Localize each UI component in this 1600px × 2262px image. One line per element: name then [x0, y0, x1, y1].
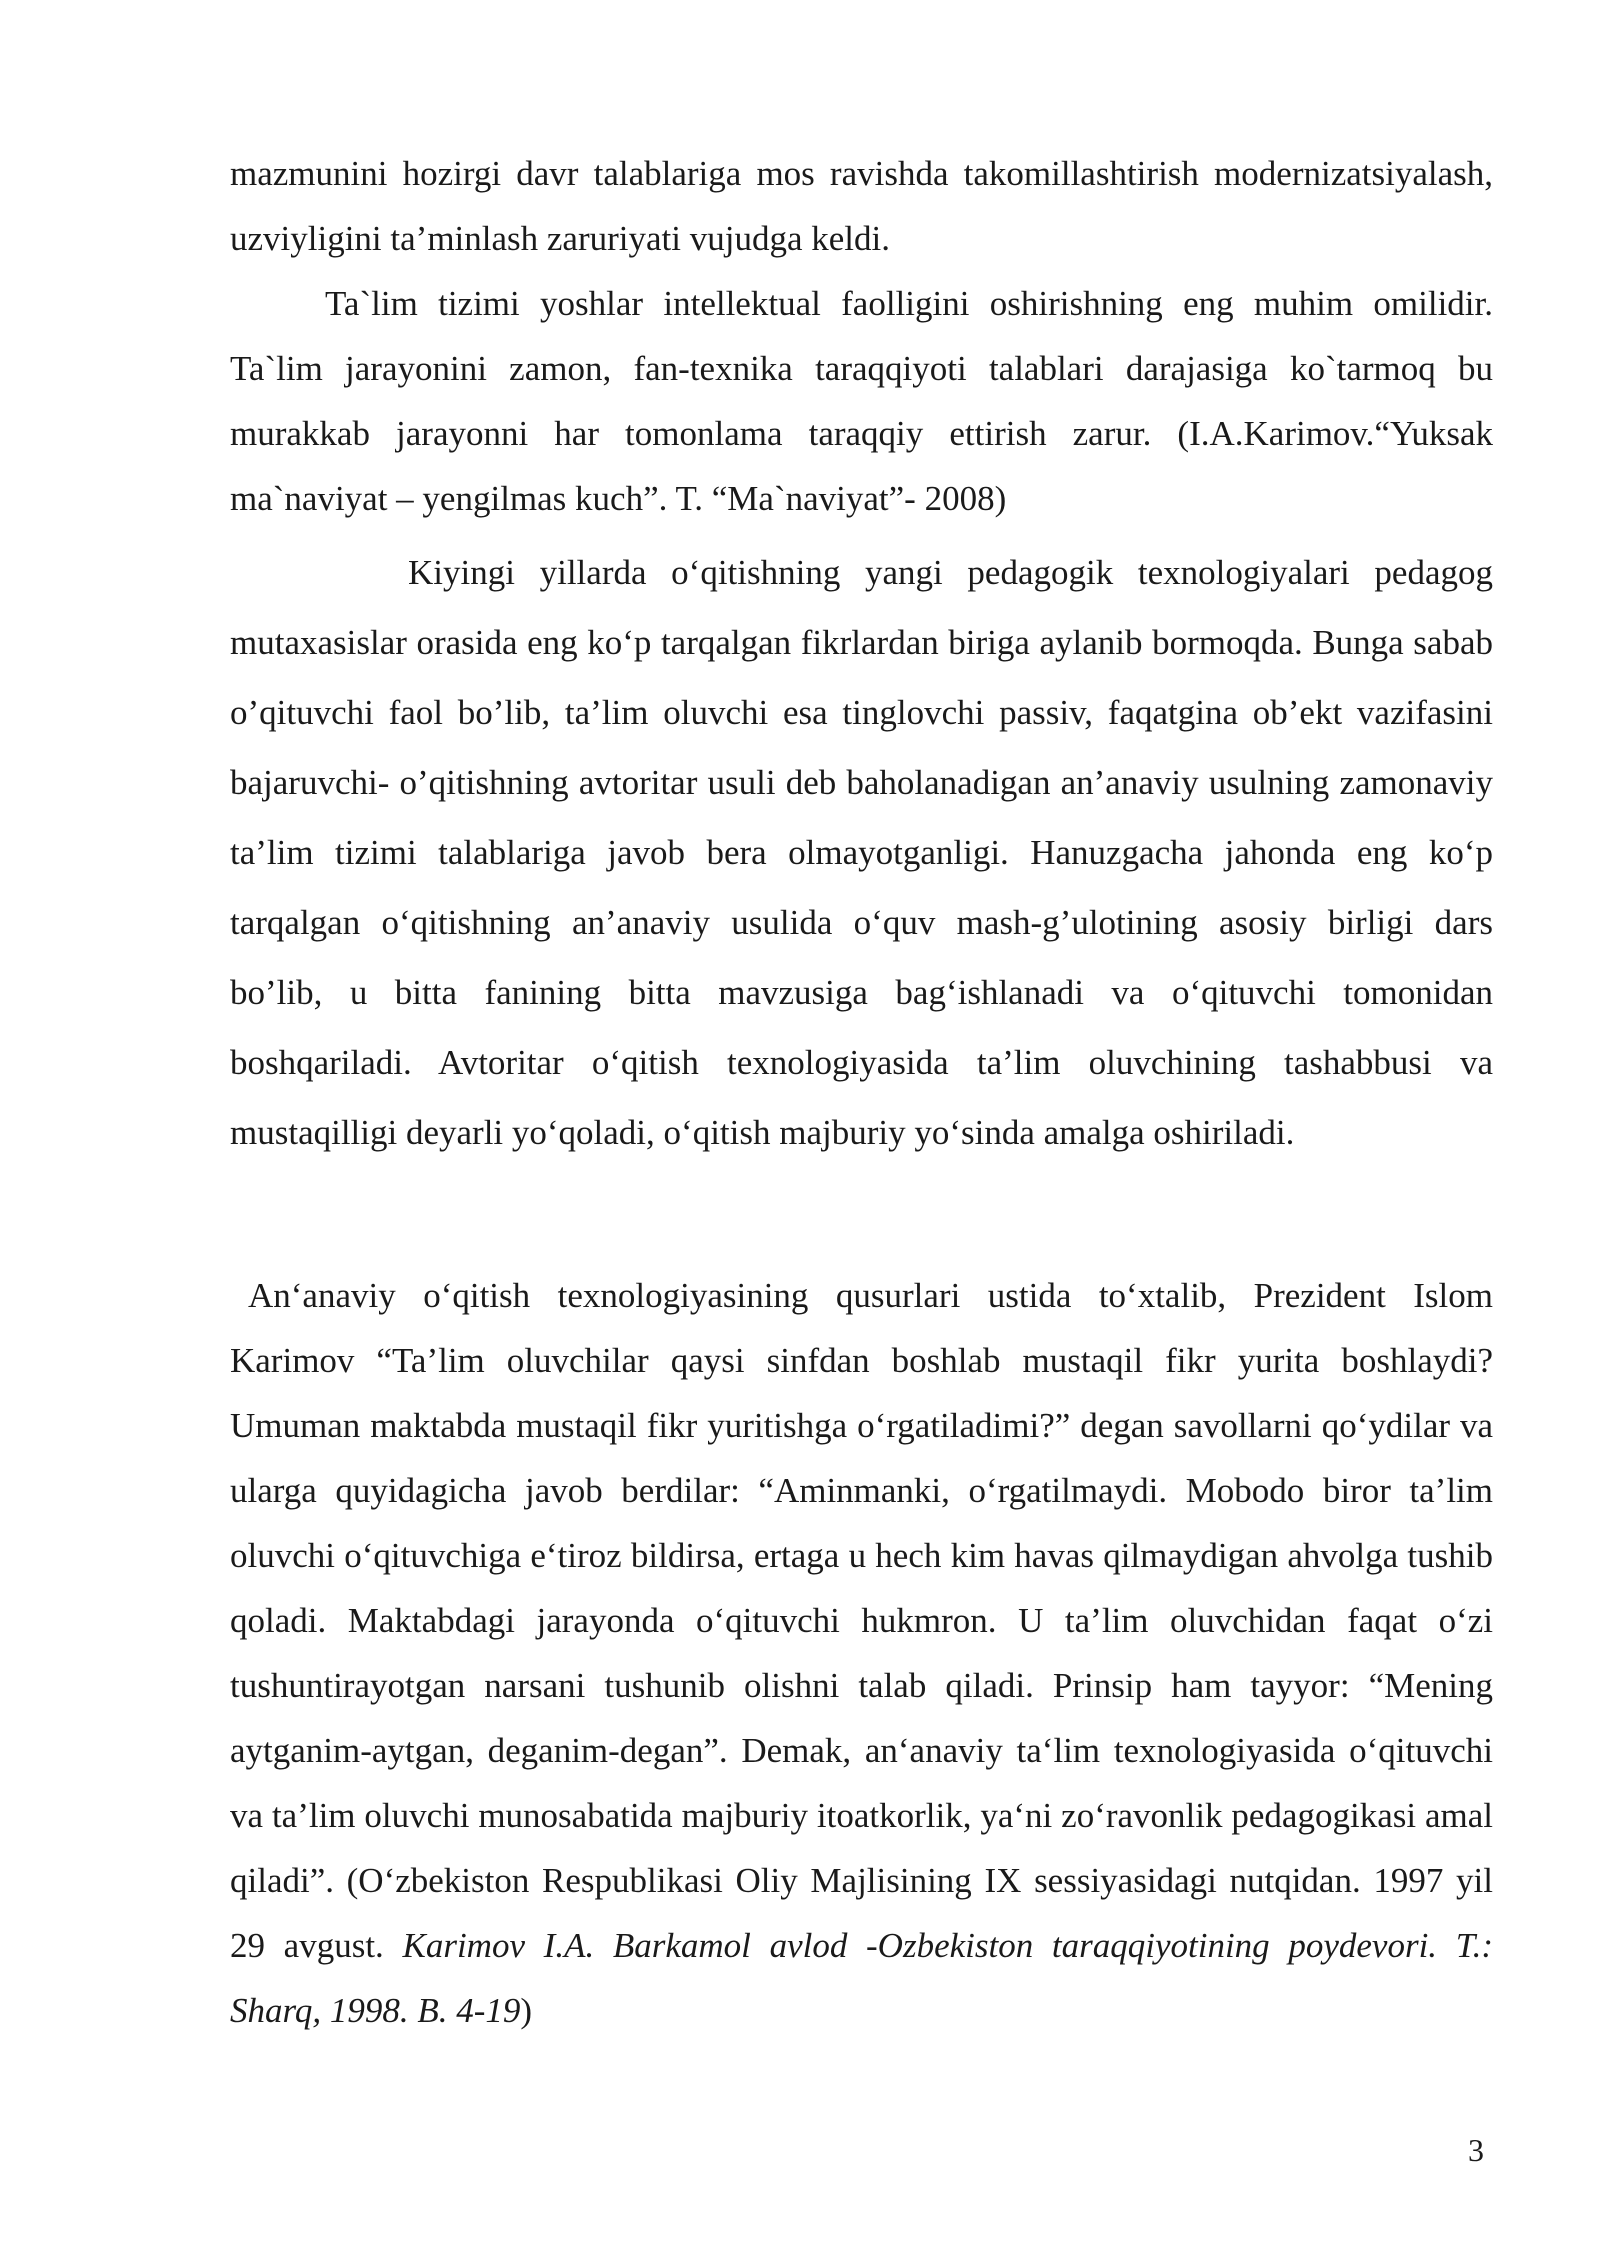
citation-italic: Karimov I.A. Barkamol avlod -Ozbekiston taraqqiyotining poydevori. T.: Sharq, 1998. B. 4-19: [230, 1926, 1493, 2030]
paragraph-pedagogical-technologies: Kiyingi yillarda oʻqitishning yangi pedagogik texnologiyalari pedagog mutaxasislar orasida eng koʻp tarqalgan fikrlardan biriga aylanib bormoqda. Bunga sabab o’qituvchi faol bo’lib, ta’lim oluvchi esa tinglovchi passiv, faqatgina ob’ekt vazifasini bajaruvchi- o’qitishning avtoritar usuli deb baholanadigan an’anaviy usulning zamonaviy ta’lim tizimi talablariga javob bera olmayotganligi. Hanuzgacha jahonda eng koʻp tarqalgan oʻqitishning an’anaviy usulida oʻquv mash-g’ulotining asosiy birligi dars bo’lib, u bitta fanining bitta mavzusiga bagʻishlanadi va oʻqituvchi tomonidan boshqariladi. Avtoritar oʻqitish texnologiyasida ta’lim oluvchining tashabbusi va mustaqilligi deyarli yoʻqoladi, oʻqitish majburiy yoʻsinda amalga oshiriladi.: [230, 553, 1493, 1152]
paragraph-continuation: mazmunini hozirgi davr talablariga mos ravishda takomillashtirish modernizatsiyalash, uzviyligini ta’minlash zaruriyati vujudga keldi.: [230, 154, 1493, 258]
page-number: 3: [1468, 2132, 1484, 2168]
paragraph-quote-text: Anʻanaviy oʻqitish texnologiyasining qusurlari ustida toʻxtalib, Prezident Islom Karimov “Ta’lim oluvchilar qaysi sinfdan boshlab mustaqil fikr yurita boshlaydi? Umuman maktabda mustaqil fikr yuritishga oʻrgatiladimi?” degan savollarni qoʻydilar va ularga quyidagicha javob berdilar: “Aminmanki, oʻrgatilmaydi. Mobodo biror ta’lim oluvchi oʻqituvchiga eʻtiroz bildirsa, ertaga u hech kim havas qilmaydigan ahvolga tushib qoladi. Maktabdagi jarayonda oʻqituvchi hukmron. U ta’lim oluvchidan faqat oʻzi tushuntirayotgan narsani tushunib olishni talab qiladi. Prinsip ham tayyor: “Mening aytganim-aytgan, deganim-degan”. Demak, anʻanaviy taʻlim texnologiyasida oʻqituvchi va ta’lim oluvchi munosabatida majburiy itoatkorlik, yaʻni zoʻravonlik pedagogikasi amal qiladi”. (Oʻzbekiston Respublikasi Oliy Majlisining IX sessiyasidagi nutqidan. 1997 yil 29 avgust.: [230, 1276, 1493, 1965]
paragraph-education-system: Ta`lim tizimi yoshlar intellektual faolligini oshirishning eng muhim omilidir. Ta`lim jarayonini zamon, fan-texnika taraqqiyoti talablari darajasiga ko`tarmoq bu murakkab jarayonni har tomonlama taraqqiy ettirish zarur. (I.A.Karimov.“Yuksak ma`naviyat – yengilmas kuch”. T. “Ma`naviyat”- 2008): [230, 284, 1493, 518]
citation-close-paren: ): [520, 1991, 533, 2030]
paragraph-traditional-teaching-quote: [230, 1263, 1493, 2043]
